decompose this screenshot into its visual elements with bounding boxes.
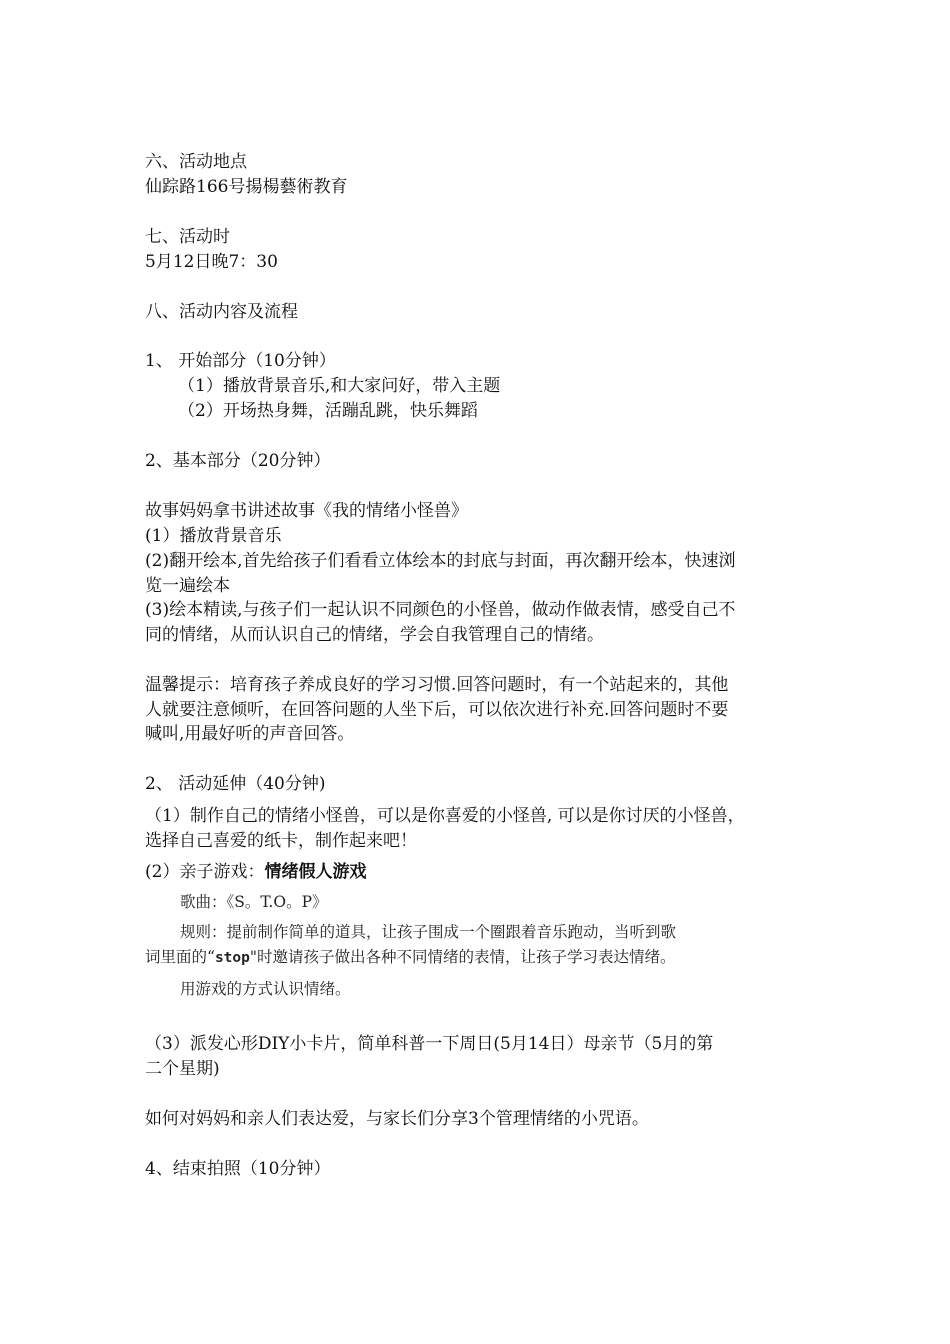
- location-heading: 六、活动地点: [145, 152, 247, 172]
- content-heading: 八、活动内容及流程: [145, 302, 298, 322]
- part2-heading: 2、基本部分（20分钟）: [145, 451, 331, 471]
- part3-heading: 2、 活动延伸（40分钟): [145, 774, 326, 794]
- love-line: 如何对妈妈和亲人们表达爱，与家长们分享3个管理情绪的小咒语。: [145, 1109, 649, 1129]
- part4-heading: 4、结束拍照（10分钟）: [145, 1159, 331, 1179]
- part1-item: （2）开场热身舞，活蹦乱跳，快乐舞蹈: [178, 401, 478, 421]
- part2-item: 同的情绪，从而认识自己的情绪，学会自我管理自己的情绪。: [145, 625, 604, 645]
- part3-item1-line: 选择自己喜爱的纸卡，制作起来吧！: [145, 831, 417, 851]
- song-line: 歌曲：《S。T.O。P》: [180, 893, 328, 911]
- rule-line: 用游戏的方式认识情绪。: [180, 980, 351, 998]
- part2-item: 览一遍绘本: [145, 576, 230, 596]
- tip-line: 喊叫,用最好听的声音回答。: [145, 724, 355, 744]
- part3-item2: [145, 861, 366, 883]
- part3-item3-line: 二个星期): [145, 1059, 220, 1079]
- item2-prefix: (2）亲子游戏：: [145, 862, 265, 882]
- part3-item1-line: （1）制作自己的情绪小怪兽，可以是你喜爱的小怪兽, 可以是你讨厌的小怪兽，: [145, 806, 745, 826]
- part1-heading: 1、 开始部分（10分钟）: [145, 351, 336, 371]
- tip-line: 温馨提示：培育孩子养成良好的学习习惯.回答问题时，有一个站起来的，其他: [145, 675, 729, 695]
- part3-item3-line: （3）派发心形DIY小卡片，简单科普一下周日(5月14日）母亲节（5月的第: [145, 1034, 714, 1054]
- rule-line: 规则：提前制作简单的道具，让孩子围成一个圈跟着音乐跑动，当听到歌: [180, 923, 677, 941]
- story-line: 故事妈妈拿书讲述故事《我的情绪小怪兽》: [145, 501, 468, 521]
- tip-line: 人就要注意倾听，在回答问题的人坐下后，可以依次进行补充.回答问题时不要: [145, 700, 729, 720]
- stop-keyword: stop: [214, 950, 250, 966]
- time-value: 5月12日晚7：30: [145, 252, 278, 272]
- rule-line2-pre: 词里面的“: [145, 948, 215, 966]
- time-heading: 七、活动时: [145, 227, 230, 247]
- item2-title: 情绪假人游戏: [264, 862, 367, 882]
- part2-item: (3)绘本精读,与孩子们一起认识不同颜色的小怪兽，做动作做表情，感受自己不: [145, 600, 736, 620]
- rule-line: [145, 946, 676, 969]
- rule-line2-post: "时邀请孩子做出各种不同情绪的表情，让孩子学习表达情绪。: [249, 948, 676, 966]
- location-value: 仙踪路166号揚楊藝術教育: [145, 177, 348, 197]
- part1-item: （1）播放背景音乐,和大家问好，带入主题: [178, 376, 501, 396]
- part2-item: (1）播放背景音乐: [145, 526, 282, 546]
- part2-item: (2)翻开绘本,首先给孩子们看看立体绘本的封底与封面，再次翻开绘本，快速浏: [145, 551, 736, 571]
